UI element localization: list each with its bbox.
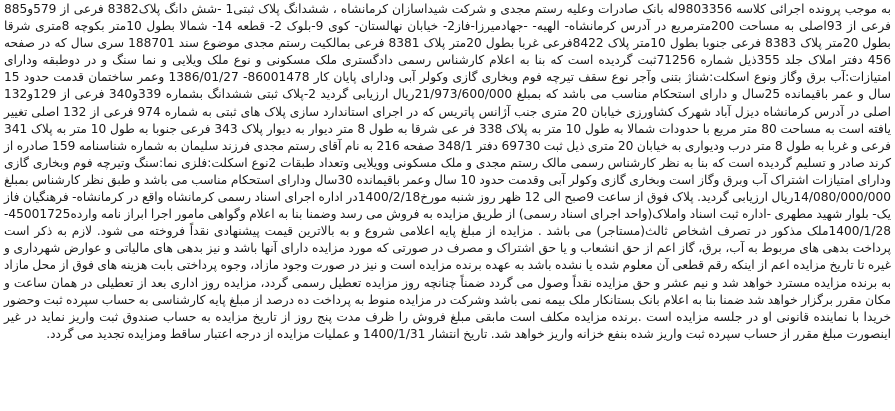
auction-notice-text: به موجب پرونده اجرائی کلاسه 9803356له بانک صادرات وعلیه رستم مجدی و شرکت شیداسازان کرمانشاه ، ششدانگ پلاک ثبتی1 -شش دانگ پلاک8382 فرعی از 579و885 فرعی از 93اصلی به مساحت 200مترمربع در آدرس کرمانشاه- الهیه- -جهادمیرزا-فاز2- خیابان نهالستان- کوی 9-بلوک 2- قطعه 14- شمالا بطول 10متر بکوچه 8متری شرقا بطول 20متر پلاک 8383 فرعی جنوبا بطول 10متر پلاک 8422فرعی غربا بطول 20متر پلاک 8381 فرعی بمالکیت رستم مجدی موضوع سند 188701 سری سال که در صفحه 456 دفتر املاک جلد 355ذیل شماره 71256ثبت گردیده است که بنا به اعلام کارشناس رسمی دادگستری ملک مسکونی و نوع ملک ویلایی و نما سنگ و در دوطبقه ودارای امتیازات:آب برق وگاز ونوع اسکلت:شناژ بتنی وآجر نوع سقف تیرچه فوم وبخاری گازی وکولر آبی ودارای پایان کار 86001478- 1386/01/27 وعمر ساختمان قدمت حدود 15 سال و عمر باقیمانده 25سال و دارای استحکام مناسب می باشد که بمبلغ 21/973/600/000ریال ارزیابی گردید 2-پلاک ثبتی ششدانگ بشماره 339و340 فرعی از 129و132 اصلی در آدرس کرمانشاه دیزل آباد شهرک کشاورزی خیابان 20 متری جنب آژانس پاتریس که در اجرای استاندارد سازی پلاک های ثبتی به شماره 974 فرعی از 132 اصلی تغییر یافته است به مساحت 80 متر مربع با حدودات شمالا به طول 10 متر به پلاک 338 فر عی شرقا به طول 8 متر دیوار به دیوار پلاک 343 فرعی جنوبا به طول 10 متر به پلاک 341 فرعی و غربا به طول 8 متر درب ودیواری به خیابان 20 متری ذیل ثبت 69730 دفتر 348/1 صفحه 216 به نام آقای رستم مجدی فرزند سلیمان به شماره شناسنامه 159 صادره از کرند صادر و تسلیم گردیده است که بنا به نظر کارشناس رسمی مالک رستم مجدی و ملک مسکونی وویلایی وتعداد طبقات 2نوع اسکلت:فلزی نما:سنگ وتیرچه فوم وبخاری گازی ودارای امتیازات اشتراک آب وبرق وگاز است وبخاری گازی وکولر آبی وقدمت حدود 10 سال وعمر باقیمانده 30سال ودارای استحکام مناسب می باشد و طبق نظر کارشناس بمبلغ 14/080/000/000ریال ارزیابی گردید. پلاک فوق از ساعت 9صبح الی 12 ظهر روز شنبه مورخ1400/2/18در اداره اجرای اسناد رسمی کرمانشاه واقع در کرمانشاه- فرهنگیان فاز یک- بلوار شهید مطهری -اداره ثبت اسناد واملاک(واحد اجرای اسناد رسمی) از طریق مزایده به فروش می رسد وضمنا بنا به اعلام وگواهی مامور اجرا ابراز نامه وارده45001725-1400/1/28ملک مذکور در تصرف اشخاص ثالث(مستاجر) می باشد . مزایده از مبلغ پایه اعلامی شروع و به بالاترین قیمت پیشنهادی نقداً فروخته می شود. لازم به ذکر است پرداخت بدهی های مربوط به آب، برق، گاز اعم از حق انشعاب و یا حق اشتراک و مصرف در صورتی که مورد مزایده دارای آنها باشد و نیز بدهی های مالیاتی و عوارض شهرداری و غیره تا تاریخ مزایده اعم از اینکه رقم قطعی آن معلوم شده یا نشده باشد به عهده برنده مزایده است و نیز در صورت وجود مازاد، وجوه پرداختی بابت هزینه های فوق از محل مازاد به برنده مزایده مسترد خواهد شد و نیم عشر و حق مزایده نقداً وصول می گردد ضمناً چنانچه روز مزایده تعطیل رسمی گردد، مزایده روز اداری بعد از تعطیلی در همان ساعت و مکان مقرر برگزار خواهد شد ضمنا بنا به اعلام بانک بستانکار ملک بیمه نمی باشد وشرکت در مزایده منوط به پرداخت ده درصد از مبلغ پایه کارشناسی به حساب سپرده ثبت وحضور خریدا با نماینده قانونی او در جلسه مزایده است .برنده مزایده مکلف است مابقی مبلغ فروش را ظرف مدت پنج روز از تاریخ مزایده به حساب صندوق ثبت واریز نماید در غیر اینصورت مبلغ مقرر از حساب سپرده ثبت واریز شده بنفع خزانه واریز خواهد شد. تاریخ انتشار 1400/1/31 و عملیات مزایده از درجه اعتبار ساقط ومزایده تجدید می گردد. xyxy=(4,2,892,341)
auction-notice xyxy=(4,1,891,343)
